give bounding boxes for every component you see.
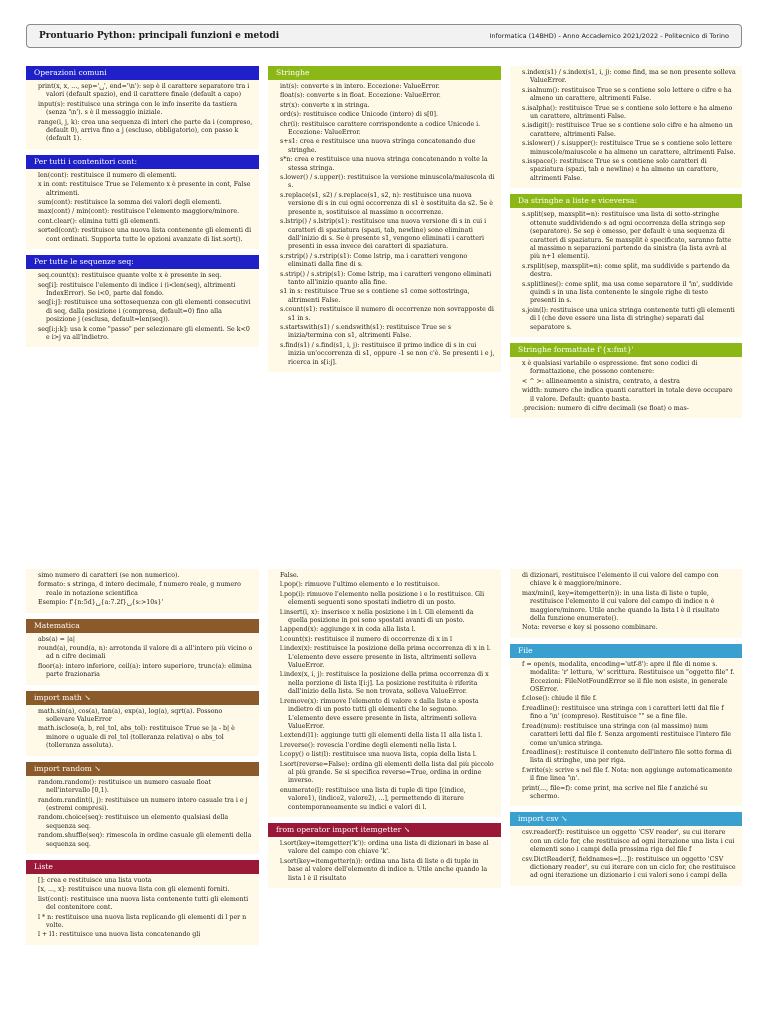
entry: l.extend(l1): aggiunge tutti gli elementi della lista l1 alla lista l.: [280, 732, 483, 740]
entry: random.randint(i, j): restituisce un numero intero casuale tra i e j (estremi compresi).: [38, 796, 248, 812]
section-continued: [510, 569, 742, 638]
section-liste: [26, 860, 259, 945]
entry: csv.reader(f): restituisce un oggetto 'CSV reader', su cui iterare con un ciclo for, che restituisce ad ogni iterazione una lista i cui elementi sono i campi della prossima riga del file f: [522, 829, 735, 854]
section-body: [510, 569, 742, 638]
section-body: [510, 66, 742, 188]
section-heading: from operator import itemgetter ↘: [268, 823, 501, 837]
entry: di dizionari, restituisce l'elemento il cui valore del campo con chiave k è maggiore/minore.: [522, 572, 719, 588]
entry: l.append(x): aggiunge x in coda alla lista l.: [280, 626, 416, 634]
entry: l + l1: restituisce una nuova lista concatenando gli: [38, 931, 201, 939]
entry: len(cont): restituisce il numero di elementi.: [38, 171, 177, 179]
section-import-random: [26, 762, 259, 854]
entry: [x, ..., x]: restituisce una nuova lista con gli elementi forniti.: [38, 886, 230, 894]
entry: sorted(cont): restituisce una nuova lista contenente gli elementi di cont ordinati. Supporta tutte le opzioni avanzate di list.sort().: [38, 227, 252, 243]
entry: s.islower() / s.isupper(): restituisce True se s contiene solo lettere minuscole/maiuscole e ha almeno un carattere, altrimenti False.: [522, 140, 736, 156]
entry: width: numero che indica quanti caratteri in totale deve occupare il valore. Default: quanto basta.: [522, 387, 733, 403]
section-body: [510, 826, 742, 885]
section-body: [26, 705, 259, 756]
section-file: [510, 644, 742, 807]
entry: s.split(sep, maxsplit=n): restituisce una lista di sotto-stringhe ottenute suddividendo s ad ogni occorrenza della stringa sep (separatore). Se sep è omesso, per default è una sequenza di caratteri di spaziatura. Se maxsplit è specificato, saranno fatte al massimo n separazioni partendo da sinistra (la lista avrà al più n+1 elementi).: [522, 211, 732, 261]
entry: seq[i:j]: restituisce una sottosequenza con gli elementi consecutivi di seq, dalla posizione i (compresa, default=0) fino alla posizione j (esclusa, default=len(seq)).: [38, 299, 251, 324]
entry: csv.DictReader(f, fieldnames=[...]): restituisce un oggetto 'CSV dictionary reader', su cui iterare con un ciclo for, che restituisce ad ogni iterazione un dizionario i cui valori sono i campi della: [522, 855, 736, 880]
section-continued: [26, 569, 259, 613]
section-heading: import math ↘: [26, 691, 259, 705]
entry: l.copy() o list(l): restituisce una nuova lista, copia della lista l.: [280, 751, 477, 759]
section-heading: import csv ↘: [510, 812, 742, 826]
entry: simo numero di caratteri (se non numerico).: [38, 572, 180, 579]
section-body: [26, 874, 259, 945]
section-per-tutti-i-contenitori-cont: [26, 155, 259, 249]
entry: s.splitlines(): come split, ma usa come separatore il '\n', suddivide quindi s in una lista contenente le singole righe di testo presenti in s.: [522, 280, 733, 305]
section-continued: [268, 569, 501, 817]
entry: s.lstrip() / s.lstrip(s1): restituisce una nuova versione di s in cui i caratteri di spaziatura (spazi, tab, newline) sono eliminati dall'inizio di s. Se è presente s1, vengono eliminati i caratteri presenti in essa invece dei caratteri di spaziatura.: [280, 218, 487, 251]
section-heading: Matematica: [26, 619, 259, 633]
section-heading: Operazioni comuni: [26, 66, 259, 80]
entry: input(s): restituisce una stringa con le info inserite da tastiera (senza '\n'). s è il messaggio iniziale.: [38, 100, 238, 117]
entry: s.count(s1): restituisce il numero di occorrenze non sovrapposte di s1 in s.: [280, 306, 494, 322]
entry: random.random(): restituisce un numero casuale float nell'intervallo [0,1).: [38, 778, 211, 795]
section-body: [26, 169, 259, 249]
entry: l.sort(key=itemgetter(n)): ordina una lista di liste o di tuple in base al valore dell'elemento di indice n. Utile anche quando la lista l è il risultato: [280, 857, 488, 882]
entry: max/min(l, key=itemgetter(n)): in una lista di liste o tuple, restituisce l'elemento il cui valore del campo di indice n è maggiore/minore. Utile anche quando la lista l è il risultato della funzione enumerate().: [522, 589, 720, 623]
section-heading: Stringhe formattate f'{x:fmt}': [510, 343, 742, 357]
column-3: [510, 569, 742, 892]
entry: < ^ >: allineamento a sinistra, centrato, a destra: [522, 377, 680, 385]
section-heading: File: [510, 644, 742, 658]
entry: random.choice(seq): restituisce un elemento qualsiasi della sequenza seq.: [38, 814, 229, 830]
entry: print(x, x, ..., sep='␣', end='\n'): sep è il carattere separatore tra i valori (default spazio), end il carattere finale (default a capo): [38, 83, 250, 99]
entry: s.isspace(): restituisce True se s contiene solo caratteri di spaziatura (spazi, tab e newline) e ha almeno un carattere, altrimenti False.: [522, 158, 719, 182]
section-operazioni-comuni: [26, 66, 259, 149]
entry: floor(a): intero inferiore, ceil(a): intero superiore, trunc(a): elimina parte frazionaria: [38, 662, 252, 679]
entry: l.count(x): restituisce il numero di occorrenze di x in l: [280, 635, 453, 643]
entry: s*n: crea e restituisce una nuova stringa concatenando n volte la stessa stringa.: [280, 156, 488, 172]
entry: x in cont: restituisce True se l'elemento x è presente in cont, False altrimenti.: [38, 181, 251, 197]
entry: s.isalpha(): restituisce True se s contiene solo lettere e ha almeno un carattere, altrimenti False.: [522, 104, 733, 121]
entry: s.isalnum(): restituisce True se s contiene solo lettere o cifre e ha almeno un carattere, altrimenti False.: [522, 86, 732, 103]
column-2: [268, 66, 501, 378]
entry: chr(i): restituisce carattere corrispondente a codice Unicode i. Eccezione: ValueError.: [280, 120, 481, 137]
entry: math.isclose(a, b, rel_tol, abs_tol): restituisce True se |a - b| è minore o uguale di rel_tol (tolleranza relativa) o abs_tol (tolleranza assoluta).: [38, 725, 235, 750]
section-body: [510, 658, 742, 807]
section-body: [268, 80, 501, 372]
entry: s1 in s: restituisce True se s contiene s1 come sottostringa, altrimenti False.: [280, 288, 470, 304]
column-2: [268, 569, 501, 894]
section-body: [510, 208, 742, 337]
entry: .precision: numero di cifre decimali (se float) o mas-: [522, 405, 689, 412]
entry: f.readline(): restituisce una stringa con i caratteri letti dal file f fino a '\n' (compreso). Restituisce "" se a fine file.: [522, 704, 724, 721]
entry: range(i, j, k): crea una sequenza di interi che parte da i (compreso, default 0), arriva fino a j (escluso, obbligatorio), con passo k (default 1).: [38, 118, 253, 143]
entry: sum(cont): restituisce la somma dei valori degli elementi.: [38, 199, 222, 207]
entry: s.lower() / s.upper(): restituisce la versione minuscola/maiuscola di s.: [280, 174, 495, 190]
entry: []: crea e restituisce una lista vuota: [38, 876, 152, 884]
entry: l.reverse(): rovescia l'ordine degli elementi nella lista l.: [280, 741, 457, 749]
entry: s+s1: crea e restituisce una nuova stringa concatenando due stringhe.: [280, 138, 476, 154]
entry: s.strip() / s.strip(s1): Come lstrip, ma i caratteri vengono eliminati tanto all'inizio quanto alla fine.: [280, 270, 492, 286]
entry: f = open(s, modalita, encoding='utf-8'): apre il file di nome s. modalita: 'r' lettura, 'w' scrittura. Restituisce un "oggetto file" f. Eccezioni: FileNotFoundError se il file non esiste, in generale OSError.: [522, 660, 735, 694]
entry: l.index(x, i, j): restituisce la posizione della prima occorrenza di x nella porzione di lista l[i:j]. La posizione restituita è riferita dall'inizio della lista. Se non trovata, solleva ValueError.: [280, 671, 489, 696]
entry: enumerate(l): restituisce una lista di tuple di tipo [(indice, valore1), (indice2, valore2), ...], permettendo di iterare contemporaneamente su indici e valori di l.: [280, 786, 466, 811]
entry: l.sort(reverse=False): ordina gli elementi della lista dal più piccolo al più grande. Se si specifica reverse=True, ordina in ordine inverso.: [280, 760, 494, 785]
entry: Nota: reverse e key si possono combinare.: [522, 624, 658, 632]
entry: s.isdigit(): restituisce True se s contiene solo cifre e ha almeno un carattere, altrimenti False.: [522, 122, 733, 138]
section-from-operator-import-itemgetter: [268, 823, 501, 888]
document-header: [26, 24, 742, 48]
entry: random.shuffle(seq): rimescola in ordine casuale gli elementi della sequenza seq.: [38, 832, 252, 848]
column-1: [26, 569, 259, 951]
entry: l.sort(key=itemgetter('k')): ordina una lista di dizionari in base al valore del campo con chiave 'k'.: [280, 839, 489, 856]
entry: f.read(num): restituisce una stringa con (al massimo) num caratteri letti dal file f. Senza argomenti restituisce l'intero file come un'unica stringa.: [522, 722, 731, 747]
section-body: [26, 633, 259, 685]
entry: cont.clear(): elimina tutti gli elementi.: [38, 217, 161, 225]
entry: s.join(l): restituisce una unica stringa contenente tutti gli elementi di l (che deve essere una lista di stringhe) separati dal separatore s.: [522, 306, 735, 331]
section-body: [268, 837, 501, 888]
section-da-stringhe-a-liste-e-viceversa: [510, 194, 742, 337]
entry: s.rstrip() / s.rstrip(s1): Come lstrip, ma i caratteri vengono eliminati dalla fine di s.: [280, 252, 468, 269]
entry: float(s): converte s in float. Eccezione: ValueError.: [280, 92, 441, 100]
course-info: Informatica (14BHD) - Anno Accademico 2021/2022 - Politecnico di Torino: [489, 32, 729, 40]
entry: seq[i:j:k]: usa k come "passo" per selezionare gli elementi. Se k<0 e i>j va all'indietro.: [38, 325, 250, 341]
entry: l.pop(i): rimuove l'elemento nella posizione i e lo restituisce. Gli elementi seguenti sono spostati indietro di un posto.: [280, 590, 485, 607]
entry: l.remove(x): rimuove l'elemento di valore x dalla lista e sposta indietro di un posto tutti gli elementi che lo seguono. L'elemento deve essere presente in lista, altrimenti solleva ValueError.: [280, 697, 479, 730]
entry: l * n: restituisce una nuova lista replicando gli elementi di l per n volte.: [38, 913, 247, 929]
entry: round(a), round(a, n): arrotonda il valore di a all'intero più vicino o ad n cifre decimali: [38, 645, 253, 661]
section-heading: Da stringhe a liste e viceversa:: [510, 194, 742, 208]
page-2: [0, 555, 768, 1024]
entry: False.: [280, 572, 299, 579]
section-heading: Per tutte le sequenze seq:: [26, 255, 259, 269]
entry: s.replace(s1, s2) / s.replace(s1, s2, n): restituisce una nuova versione di s in cui ogni occorrenza di s1 è sostituita da s2. Se è presente n, sostituisce al massimo n occorrenze.: [280, 191, 493, 216]
entry: x è qualsiasi variabile o espressione. fmt sono codici di formattazione, che possono contenere:: [522, 359, 698, 376]
entry: l.index(x): restituisce la posizione della prima occorrenza di x in l. L'elemento deve essere presente in lista, altrimenti solleva ValueError.: [280, 645, 491, 670]
entry: s.find(s1) / s.find(s1, i, j): restituisce il primo indice di s in cui inizia un'occorrenza di s1, oppure -1 se non c'è. Se presenti i e j, ricerca in s[i:j].: [280, 341, 495, 366]
section-import-csv: [510, 812, 742, 885]
entry: l.insert(i, x): inserisce x nella posizione i in l. Gli elementi da quella posizione in poi sono spostati avanti di un posto.: [280, 608, 474, 625]
entry: Esempio: f'{n:5d}␣{a:7.2f}␣{s:>10s}': [38, 599, 164, 607]
entry: int(s): converte s in intero. Eccezione: ValueError.: [280, 83, 440, 90]
section-continued: [510, 66, 742, 188]
section-heading: Stringhe: [268, 66, 501, 80]
entry: s.index(s1) / s.index(s1, i, j): come find, ma se non presente solleva ValueError.: [522, 69, 736, 85]
entry: s.rsplit(sep, maxsplit=n): come split, ma suddivide s partendo da destra.: [522, 262, 730, 279]
section-body: [26, 269, 259, 347]
section-body: [26, 776, 259, 854]
section-body: [510, 357, 742, 418]
section-stringhe: [268, 66, 501, 372]
column-3: [510, 66, 742, 424]
entry: f.write(s): scrive s nel file f. Nota: non aggiunge automaticamente il fine linea '\n'.: [522, 766, 733, 783]
section-heading: Liste: [26, 860, 259, 874]
entry: l.pop(): rimuove l'ultimo elemento e lo restituisce.: [280, 581, 440, 589]
section-heading: Per tutti i contenitori cont:: [26, 155, 259, 169]
entry: max(cont) / min(cont): restituisce l'elemento maggiore/minore.: [38, 208, 240, 216]
entry: f.close(): chiude il file f.: [522, 695, 597, 703]
entry: formato: s stringa, d intero decimale, f numero reale, g numero reale in notazione scientifica: [38, 581, 241, 597]
section-body: [268, 569, 501, 817]
entry: ord(s): restituisce codice Unicode (intero) di s[0].: [280, 111, 439, 119]
section-body: [26, 80, 259, 149]
section-body: [26, 569, 259, 613]
section-per-tutte-le-sequenze-seq: [26, 255, 259, 347]
entry: seq[i]: restituisce l'elemento di indice i (i<len(seq), altrimenti IndexError). Se i<0, parte dal fondo.: [38, 281, 236, 297]
entry: print(..., file=f): come print, ma scrive nel file f anziché su schermo.: [522, 784, 708, 800]
section-heading: import random ↘: [26, 762, 259, 776]
section-import-math: [26, 691, 259, 756]
section-matematica: [26, 619, 259, 685]
entry: abs(a) = |a|: [38, 635, 75, 643]
section-stringhe-formattate-f-x-fmt: [510, 343, 742, 418]
column-1: [26, 66, 259, 353]
entry: str(x): converte x in stringa.: [280, 101, 370, 109]
entry: list(cont): restituisce una nuova lista contenente tutti gli elementi del contenitore cont.: [38, 895, 249, 912]
entry: s.startswith(s1) / s.endswith(s1): restituisce True se s inizia/termina con s1, altrimenti False.: [280, 323, 452, 340]
entry: seq.count(x): restituisce quante volte x è presente in seq.: [38, 272, 222, 280]
document-title: Prontuario Python: principali funzioni e metodi: [39, 31, 280, 41]
entry: math.sin(a), cos(a), tan(a), exp(a), log(a), sqrt(a). Possono sollevare ValueError: [38, 707, 223, 724]
entry: f.readlines(): restituisce il contenuto dell'intero file sotto forma di lista di stringhe, una per riga.: [522, 748, 732, 765]
